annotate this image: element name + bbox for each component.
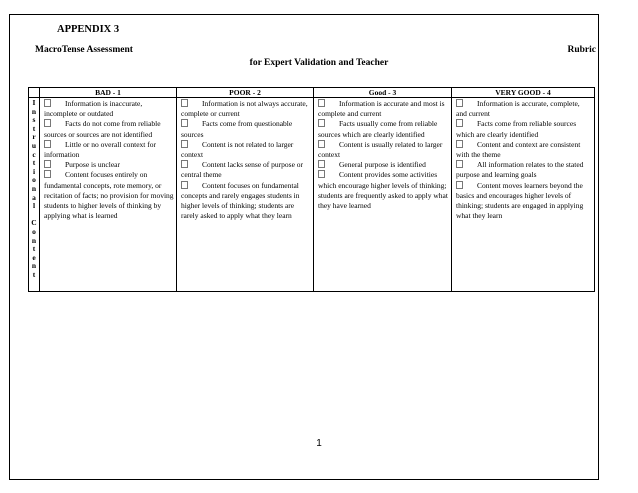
criteria-text: Information is accurate and most is complete and current: [318, 99, 445, 119]
criteria-item: [181, 181, 311, 222]
criteria-item: [44, 160, 174, 170]
criteria-item: [44, 119, 174, 139]
bullet-box-icon: [318, 119, 325, 127]
criteria-text: Content provides some activities which encourage higher levels of thinking; students are frequently asked to apply what they have learned: [318, 170, 448, 211]
row-label-letter: t: [32, 269, 36, 279]
appendix-heading: APPENDIX 3: [57, 24, 120, 35]
bullet-box-icon: [181, 119, 188, 127]
header-row: [29, 88, 595, 98]
column-header: VERY GOOD - 4: [452, 88, 595, 98]
criteria-text: Purpose is unclear: [65, 160, 120, 170]
row-label-letter: t: [32, 158, 36, 168]
criteria-item: [318, 140, 449, 160]
bullet-box-icon: [44, 140, 51, 148]
criteria-text: Facts come from questionable sources: [181, 119, 293, 139]
bullet-box-icon: [44, 99, 51, 107]
row-label-letter: I: [32, 98, 36, 107]
criteria-item: [44, 140, 174, 160]
row-label-letter: r: [32, 132, 36, 142]
column-header: Good - 3: [314, 88, 452, 98]
column-header: POOR - 2: [177, 88, 314, 98]
criteria-item: [181, 140, 311, 160]
criteria-text: Content and context are consistent with the theme: [456, 139, 581, 160]
criteria-item: [318, 119, 449, 139]
criteria-text: General purpose is identified: [339, 160, 426, 170]
criteria-text: Content is usually related to larger context: [318, 139, 443, 160]
criteria-text: Little or no overall context for information: [44, 139, 157, 160]
bullet-box-icon: [44, 170, 51, 178]
row-label-letter: o: [32, 175, 36, 185]
criteria-text: All information relates to the stated purpose and learning goals: [456, 160, 584, 180]
subtitle: for Expert Validation and Teacher: [249, 58, 389, 68]
criteria-item: [456, 140, 592, 160]
criteria-text: Facts come from reliable sources which are clearly identified: [456, 119, 577, 139]
bullet-box-icon: [318, 99, 325, 107]
row-label-letter: o: [32, 226, 36, 236]
criteria-cell-bad: [40, 98, 177, 292]
criteria-item: [456, 119, 592, 139]
assessment-title: MacroTense Assessment: [35, 45, 133, 55]
criteria-item: [181, 160, 311, 180]
row-label-letter: e: [32, 252, 36, 262]
criteria-item: [44, 99, 174, 119]
row-label-letter: n: [31, 183, 37, 193]
criteria-text: Information is inaccurate, incomplete or outdated: [44, 99, 143, 119]
criteria-text: Content lacks sense of purpose or central theme: [181, 160, 304, 180]
criteria-item: [44, 170, 174, 221]
row-label-letter: n: [31, 235, 37, 245]
row-label-letter: u: [31, 140, 37, 150]
criteria-text: Information is accurate, complete, and current: [456, 99, 580, 119]
bullet-box-icon: [456, 160, 463, 168]
row-label-letter: C: [31, 218, 37, 228]
criteria-item: [181, 99, 311, 119]
row-label-letter: c: [32, 149, 36, 159]
row-label-letter: t: [32, 244, 36, 254]
bullet-box-icon: [181, 160, 188, 168]
criteria-text: Facts usually come from reliable sources which are clearly identified: [318, 119, 438, 139]
criteria-cell-very-good: [452, 98, 595, 292]
bullet-box-icon: [456, 140, 463, 148]
row-label-letter: s: [32, 115, 36, 125]
row-label-letter: n: [31, 261, 37, 271]
row-label-letter: a: [32, 192, 36, 202]
criteria-item: [318, 170, 449, 211]
criteria-item: [318, 160, 449, 170]
criteria-cell-good: [314, 98, 452, 292]
bullet-box-icon: [44, 160, 51, 168]
criteria-item: [181, 119, 311, 139]
criteria-text: Content moves learners beyond the basics and encourages higher levels of thinking; students are engaged in applying what they learn: [456, 180, 584, 221]
criteria-text: Content is not related to larger context: [181, 139, 294, 160]
column-header: BAD - 1: [40, 88, 177, 98]
bullet-box-icon: [181, 140, 188, 148]
corner-cell: [29, 88, 40, 98]
table-row: [29, 98, 595, 292]
criteria-text: Content focuses entirely on fundamental concepts, rote memory, or recitation of facts; no provision for moving students to higher levels of thinking by applying what is learned: [44, 170, 174, 221]
bullet-box-icon: [456, 119, 463, 127]
bullet-box-icon: [318, 170, 325, 178]
bullet-box-icon: [44, 119, 51, 127]
page-number: 1: [316, 438, 322, 449]
criteria-text: Information is not always accurate, complete or current: [181, 99, 308, 119]
bullet-box-icon: [456, 181, 463, 189]
criteria-text: Facts do not come from reliable sources or sources are not identified: [44, 119, 161, 139]
criteria-item: [456, 99, 592, 119]
row-label-letter: n: [31, 106, 37, 116]
bullet-box-icon: [318, 140, 325, 148]
row-label-letter: i: [32, 166, 36, 176]
rubric-label: Rubric: [567, 45, 596, 55]
row-label-letter: l: [32, 201, 36, 211]
row-label-letter: t: [32, 123, 36, 133]
criteria-item: [456, 181, 592, 222]
row-label-instructional-content: [29, 98, 40, 292]
rubric-table: [28, 87, 595, 292]
bullet-box-icon: [181, 181, 188, 189]
criteria-text: Content focuses on fundamental concepts and rarely engages students in higher levels of thinking; students are rarely asked to apply what they learn: [181, 180, 300, 221]
criteria-item: [318, 99, 449, 119]
bullet-box-icon: [318, 160, 325, 168]
bullet-box-icon: [181, 99, 188, 107]
bullet-box-icon: [456, 99, 463, 107]
criteria-item: [456, 160, 592, 180]
criteria-cell-poor: [177, 98, 314, 292]
